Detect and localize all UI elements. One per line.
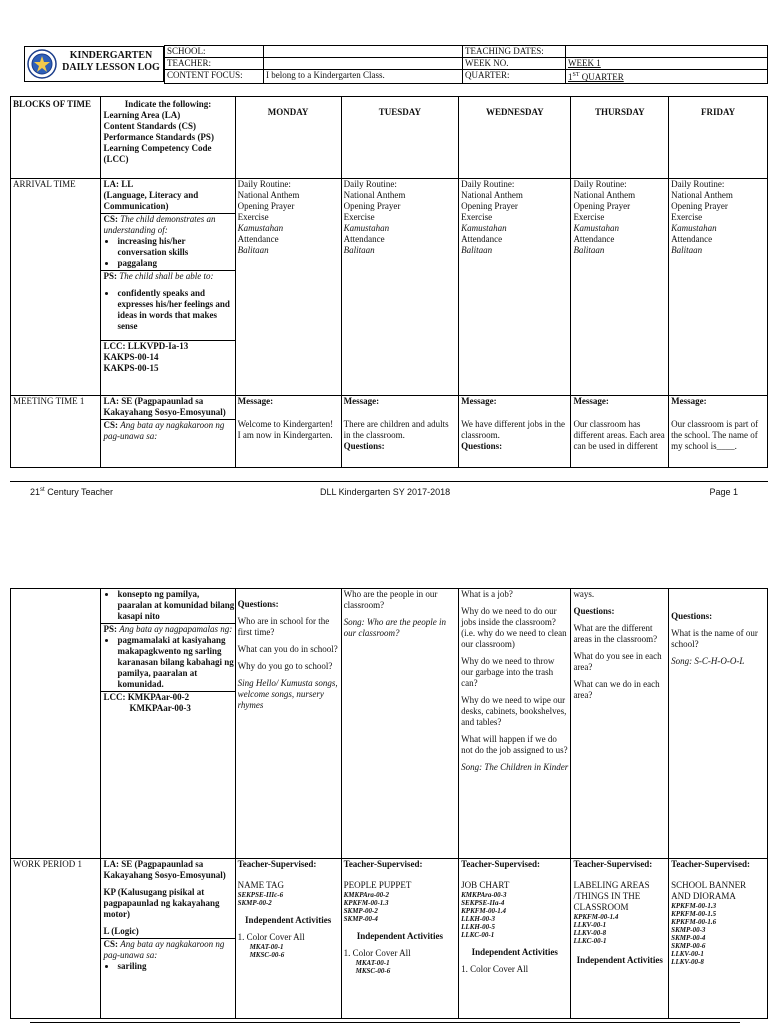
work-cs-label: CS: bbox=[103, 939, 121, 949]
independent-activities-label: Independent Activities bbox=[244, 915, 332, 925]
arrival-ps-text: The child shall be able to: bbox=[119, 271, 214, 281]
header-meta-table bbox=[164, 45, 768, 84]
footer-middle: DLL Kindergarten SY 2017-2018 bbox=[320, 487, 451, 497]
competency-code: LLKH-00-3 bbox=[461, 915, 495, 923]
activity-item: 1. Color Cover All bbox=[461, 964, 529, 974]
meeting-tuesday bbox=[341, 396, 459, 468]
meeting-cs bbox=[101, 420, 234, 444]
arrival-cs-label: CS: bbox=[103, 214, 121, 224]
competency-code: SKMP-00-4 bbox=[671, 934, 706, 942]
teacher-supervised-label: Teacher-Supervised: bbox=[461, 859, 540, 869]
question-text: What are the different areas in the classroom? bbox=[573, 623, 658, 644]
page2-bottom-rule bbox=[30, 1022, 740, 1023]
song-text: Song: The Children in Kinder bbox=[461, 762, 569, 772]
routine-line: Balitaan bbox=[573, 245, 605, 255]
message-text: We have different jobs in the classroom. bbox=[461, 419, 565, 440]
routine-line: Kamustahan bbox=[671, 223, 717, 233]
arrival-cs bbox=[101, 214, 234, 271]
question-text: Why do we need to wipe our desks, cabinets, bookshelves, and tables? bbox=[461, 695, 567, 727]
routine-line: Attendance bbox=[671, 234, 713, 244]
col-blocks-of-time: BLOCKS OF TIME bbox=[11, 97, 101, 179]
meeting-thursday bbox=[571, 396, 669, 468]
arrival-ps-label: PS: bbox=[103, 271, 120, 281]
routine-line: Balitaan bbox=[461, 245, 493, 255]
message-label: Message: bbox=[573, 396, 609, 406]
message-text: ways. bbox=[573, 589, 595, 599]
question-text: What is the name of our school? bbox=[671, 628, 758, 649]
arrival-lcc-1: LCC: LLKVPD-Ia-13 bbox=[103, 341, 189, 351]
independent-activities-label: Independent Activities bbox=[356, 931, 444, 941]
competency-code: LLKV-00-8 bbox=[573, 929, 607, 937]
routine-line: National Anthem bbox=[343, 190, 406, 200]
quarter-num: 1 bbox=[568, 72, 573, 82]
work-friday bbox=[669, 859, 768, 1019]
meeting-ps bbox=[101, 624, 234, 692]
competency-code: SEKPSE-IIIc-6 bbox=[237, 891, 284, 899]
question-text: Why do we need to throw our garbage into the trash can? bbox=[461, 656, 555, 688]
message-text: There are children and adults in the classroom. bbox=[343, 419, 449, 440]
meeting-lcc-2: KMKPAar-00-3 bbox=[129, 703, 191, 713]
routine-line: Daily Routine: bbox=[461, 179, 515, 189]
competency-code: SKMP-00-6 bbox=[671, 942, 706, 950]
col-tuesday: TUESDAY bbox=[341, 97, 459, 179]
meeting-lcc bbox=[101, 692, 234, 716]
arrival-tuesday bbox=[341, 179, 459, 396]
activity-title: SCHOOL BANNER AND DIORAMA bbox=[671, 880, 747, 901]
arrival-lcc-2: KAKPS-00-14 bbox=[103, 352, 159, 362]
deped-seal-icon bbox=[27, 49, 57, 79]
questions-label: Questions: bbox=[573, 606, 615, 616]
teacher-supervised-label: Teacher-Supervised: bbox=[343, 859, 423, 869]
competency-code: SKMP-00-2 bbox=[237, 899, 272, 907]
competency-code: LLKV-00-1 bbox=[671, 950, 704, 958]
school-value bbox=[264, 46, 463, 58]
school-label: SCHOOL: bbox=[165, 46, 264, 58]
arrival-la: LA: LL bbox=[103, 179, 134, 189]
arrival-cs-item: • paggalang bbox=[117, 258, 234, 269]
competency-code: LLKC-00-1 bbox=[461, 931, 495, 939]
routine-line: Attendance bbox=[237, 234, 279, 244]
col-indicate bbox=[101, 97, 235, 179]
teacher-supervised-label: Teacher-Supervised: bbox=[237, 859, 317, 869]
footer-left-num: 21 bbox=[30, 487, 41, 497]
work-thursday bbox=[571, 859, 669, 1019]
message-label: Message: bbox=[461, 396, 497, 406]
work-monday bbox=[235, 859, 341, 1019]
meeting-continued-block bbox=[11, 589, 101, 859]
questions-label: Questions: bbox=[237, 599, 279, 609]
competency-code: KPKFM-00-1.4 bbox=[461, 907, 507, 915]
routine-line: Opening Prayer bbox=[461, 201, 518, 211]
competency-code: KPKFM-00-1.3 bbox=[343, 899, 389, 907]
footer-left bbox=[30, 487, 113, 497]
competency-code: LLKV-00-8 bbox=[671, 958, 704, 966]
arrival-ps bbox=[101, 271, 234, 341]
activity-item: 1. Color Cover All bbox=[343, 948, 411, 958]
footer-page-number: Page 1 bbox=[709, 487, 738, 497]
meeting-cs-label: CS: bbox=[103, 420, 121, 430]
meeting-cs-item: • konsepto ng pamilya, paaralan at komunidad bilang kasapi nito bbox=[117, 589, 234, 622]
routine-line: Kamustahan bbox=[461, 223, 507, 233]
competency-code: MKAT-00-1 bbox=[249, 943, 284, 951]
week-no-value: WEEK 1 bbox=[566, 58, 768, 70]
col-wednesday: WEDNESDAY bbox=[459, 97, 571, 179]
questions-label: Questions: bbox=[343, 441, 385, 451]
routine-line: Opening Prayer bbox=[671, 201, 728, 211]
arrival-friday bbox=[669, 179, 768, 396]
message-text: Our classroom is part of the school. The name of my school is____. bbox=[671, 419, 759, 451]
song-text: Song: S-C-H-O-O-L bbox=[671, 656, 745, 666]
teacher-label: TEACHER: bbox=[165, 58, 264, 70]
work-cs-item: • sariling bbox=[117, 961, 234, 972]
col-monday: MONDAY bbox=[235, 97, 341, 179]
indicate-lcc: Learning Competency Code (LCC) bbox=[103, 143, 212, 164]
competency-code: KMKPAra-00-2 bbox=[343, 891, 390, 899]
message-label: Message: bbox=[237, 396, 274, 406]
routine-line: Exercise bbox=[343, 212, 375, 222]
quarter-label: QUARTER: bbox=[463, 70, 566, 84]
work-block: WORK PERIOD 1 bbox=[11, 859, 101, 1019]
content-focus-label: CONTENT FOCUS: bbox=[165, 70, 264, 84]
routine-line: Opening Prayer bbox=[237, 201, 295, 211]
routine-line: Daily Routine: bbox=[237, 179, 291, 189]
competency-code: SKMP-00-4 bbox=[343, 915, 378, 923]
song-text: Sing Hello/ Kumusta songs, welcome songs, nursery rhymes bbox=[237, 678, 338, 710]
footer-left-text: Century Teacher bbox=[44, 487, 114, 497]
content-focus-value: I belong to a Kindergarten Class. bbox=[264, 70, 463, 84]
dll-main-table-page2 bbox=[10, 588, 768, 1019]
competency-code: SEKPSE-IIa-4 bbox=[461, 899, 505, 907]
work-indicators bbox=[101, 859, 235, 1019]
question-text: Who are the people in our classroom? bbox=[343, 589, 438, 610]
arrival-lcc-3: KAKPS-00-15 bbox=[103, 363, 159, 373]
arrival-cs-text: The child demonstrates an understanding of: bbox=[103, 214, 216, 235]
competency-code: KPKFM-00-1.6 bbox=[671, 918, 717, 926]
routine-line: Kamustahan bbox=[343, 223, 390, 233]
competency-code: KMKPAra-00-3 bbox=[461, 891, 507, 899]
activity-title: NAME TAG bbox=[237, 880, 284, 890]
meeting-friday bbox=[669, 396, 768, 468]
meeting-tuesday-cont bbox=[341, 589, 459, 859]
routine-line: Attendance bbox=[461, 234, 503, 244]
competency-code: LLKC-00-1 bbox=[573, 937, 607, 945]
competency-code: SKMP-00-2 bbox=[343, 907, 378, 915]
quarter-sup: ST bbox=[572, 72, 580, 78]
routine-line: Daily Routine: bbox=[343, 179, 397, 189]
routine-line: Attendance bbox=[573, 234, 615, 244]
competency-code: SKMP-00-3 bbox=[671, 926, 706, 934]
question-text: What is a job? bbox=[461, 589, 513, 599]
message-label: Message: bbox=[343, 396, 380, 406]
competency-code: MKSC-00-6 bbox=[249, 951, 285, 959]
row-meeting-time bbox=[11, 396, 768, 468]
meeting-cs-text: Ang bata ay nagkakaroon ng pag-unawa sa: bbox=[103, 420, 225, 441]
question-text: Why do you go to school? bbox=[237, 661, 333, 671]
meeting-wednesday-cont bbox=[459, 589, 571, 859]
quarter-value bbox=[566, 70, 768, 84]
work-tuesday bbox=[341, 859, 459, 1019]
routine-line: Daily Routine: bbox=[573, 179, 627, 189]
meeting-lcc-1: LCC: KMKPAar-00-2 bbox=[103, 692, 190, 702]
questions-label: Questions: bbox=[461, 441, 503, 451]
competency-code: MKSC-00-6 bbox=[355, 967, 391, 975]
meeting-wednesday bbox=[459, 396, 571, 468]
teacher-value bbox=[264, 58, 463, 70]
work-cs-text: Ang bata ay nagkakaroon ng pag-unawa sa: bbox=[103, 939, 225, 960]
week-no-label: WEEK NO. bbox=[463, 58, 566, 70]
footer-left-sup: st bbox=[40, 487, 45, 493]
arrival-wednesday bbox=[459, 179, 571, 396]
routine-line: Opening Prayer bbox=[343, 201, 401, 211]
routine-line: National Anthem bbox=[237, 190, 300, 200]
meeting-monday-cont bbox=[235, 589, 341, 859]
indicate-heading: Indicate the following: bbox=[124, 99, 212, 109]
arrival-lcc bbox=[101, 341, 234, 376]
routine-line: Kamustahan bbox=[573, 223, 619, 233]
teacher-supervised-label: Teacher-Supervised: bbox=[671, 859, 751, 869]
footer-rule bbox=[10, 481, 768, 482]
teaching-dates-label: TEACHING DATES: bbox=[463, 46, 566, 58]
meeting-thursday-cont bbox=[571, 589, 669, 859]
questions-label: Questions: bbox=[671, 611, 713, 621]
question-text: Why do we need to do our jobs inside the classroom? (i.e. why do we need to clean our classroom) bbox=[461, 606, 567, 649]
routine-line: Attendance bbox=[343, 234, 385, 244]
question-text: What will happen if we do not do the job assigned to us? bbox=[461, 734, 568, 755]
title-line-2: DAILY LESSON LOG bbox=[62, 62, 160, 73]
routine-line: Exercise bbox=[461, 212, 493, 222]
routine-line: Balitaan bbox=[671, 245, 703, 255]
independent-activities-label: Independent Activities bbox=[576, 955, 663, 965]
teaching-dates-value bbox=[566, 46, 768, 58]
competency-code: KPKFM-00-1.5 bbox=[671, 910, 717, 918]
competency-code: LLKH-00-5 bbox=[461, 923, 495, 931]
routine-line: National Anthem bbox=[573, 190, 636, 200]
dll-logo-box bbox=[24, 46, 164, 82]
routine-line: National Anthem bbox=[461, 190, 523, 200]
song-text: Song: Who are the people in our classroom? bbox=[343, 617, 447, 638]
question-text: Who are in school for the first time? bbox=[237, 616, 330, 637]
arrival-block: ARRIVAL TIME bbox=[11, 179, 101, 396]
routine-line: Kamustahan bbox=[237, 223, 284, 233]
col-thursday: THURSDAY bbox=[571, 97, 669, 179]
arrival-la-desc: (Language, Literacy and Communication) bbox=[103, 190, 199, 211]
activity-title: JOB CHART bbox=[461, 880, 510, 890]
routine-line: Daily Routine: bbox=[671, 179, 725, 189]
arrival-cs-item: • increasing his/her conversation skills bbox=[117, 236, 234, 258]
meeting-indicators bbox=[101, 396, 235, 468]
row-arrival-time bbox=[11, 179, 768, 396]
message-label: Message: bbox=[671, 396, 707, 406]
routine-line: Balitaan bbox=[343, 245, 375, 255]
meeting-block: MEETING TIME 1 bbox=[11, 396, 101, 468]
work-logic: L (Logic) bbox=[103, 926, 139, 936]
meeting-ps-item: • pagmamalaki at kasiyahang makapagkwento ng sarling karanasan bilang kabahagi ng pamilya, paaralan at komunidad. bbox=[117, 635, 234, 690]
activity-title: LABELING AREAS /THINGS IN THE CLASSROOM bbox=[573, 880, 650, 912]
routine-line: Balitaan bbox=[237, 245, 269, 255]
dll-title bbox=[61, 50, 161, 74]
meeting-la: LA: SE (Pagpapaunlad sa Kakayahang Sosyo-Emosyunal) bbox=[103, 396, 226, 417]
independent-activities-label: Independent Activities bbox=[471, 947, 558, 957]
arrival-monday bbox=[235, 179, 341, 396]
work-kp: KP (Kalusugang pisikal at pagpapaunlad ng kakayahang motor) bbox=[103, 887, 220, 919]
routine-line: Exercise bbox=[237, 212, 269, 222]
competency-code: KPKFM-00-1.4 bbox=[573, 913, 619, 921]
question-text: What do you see in each area? bbox=[573, 651, 662, 672]
routine-line: Opening Prayer bbox=[573, 201, 631, 211]
col-friday: FRIDAY bbox=[669, 97, 768, 179]
quarter-word: QUARTER bbox=[579, 72, 624, 82]
message-text: I am now in Kindergarten. bbox=[237, 430, 333, 440]
indicate-ps: Performance Standards (PS) bbox=[103, 132, 214, 142]
question-text: What can you do in school? bbox=[237, 644, 338, 654]
message-text: Our classroom has different areas. Each area can be used in different bbox=[573, 419, 665, 451]
routine-line: National Anthem bbox=[671, 190, 733, 200]
competency-code: KPKFM-00-1.3 bbox=[671, 902, 717, 910]
message-text: Welcome to Kindergarten! bbox=[237, 419, 334, 429]
routine-line: Exercise bbox=[573, 212, 605, 222]
work-cs bbox=[101, 939, 234, 974]
teacher-supervised-label: Teacher-Supervised: bbox=[573, 859, 653, 869]
activity-item: 1. Color Cover All bbox=[237, 932, 305, 942]
arrival-ps-item: • confidently speaks and expresses his/her feelings and ideas in words that makes sense bbox=[117, 288, 234, 332]
competency-code: LLKV-00-1 bbox=[573, 921, 607, 929]
indicate-cs: Content Standards (CS) bbox=[103, 121, 196, 131]
arrival-thursday bbox=[571, 179, 669, 396]
work-la: LA: SE (Pagpapaunlad sa Kakayahang Sosyo-Emosyunal) bbox=[103, 859, 226, 880]
work-wednesday bbox=[459, 859, 571, 1019]
page-footer bbox=[30, 487, 738, 501]
row-meeting-continued bbox=[11, 589, 768, 859]
arrival-indicators bbox=[101, 179, 235, 396]
meeting-continued-indicators bbox=[101, 589, 235, 859]
indicate-la: Learning Area (LA) bbox=[103, 110, 181, 120]
meeting-ps-label: PS: bbox=[103, 624, 120, 634]
title-line-1: KINDERGARTEN bbox=[69, 50, 153, 61]
routine-line: Exercise bbox=[671, 212, 703, 222]
activity-title: PEOPLE PUPPET bbox=[343, 880, 412, 890]
meeting-ps-text: Ang bata ay nagpapamalas ng: bbox=[119, 624, 233, 634]
row-work-period bbox=[11, 859, 768, 1019]
question-text: What can we do in each area? bbox=[573, 679, 660, 700]
dll-main-table-page1 bbox=[10, 96, 768, 468]
meeting-friday-cont bbox=[669, 589, 768, 859]
meeting-monday bbox=[235, 396, 341, 468]
competency-code: MKAT-00-1 bbox=[355, 959, 390, 967]
